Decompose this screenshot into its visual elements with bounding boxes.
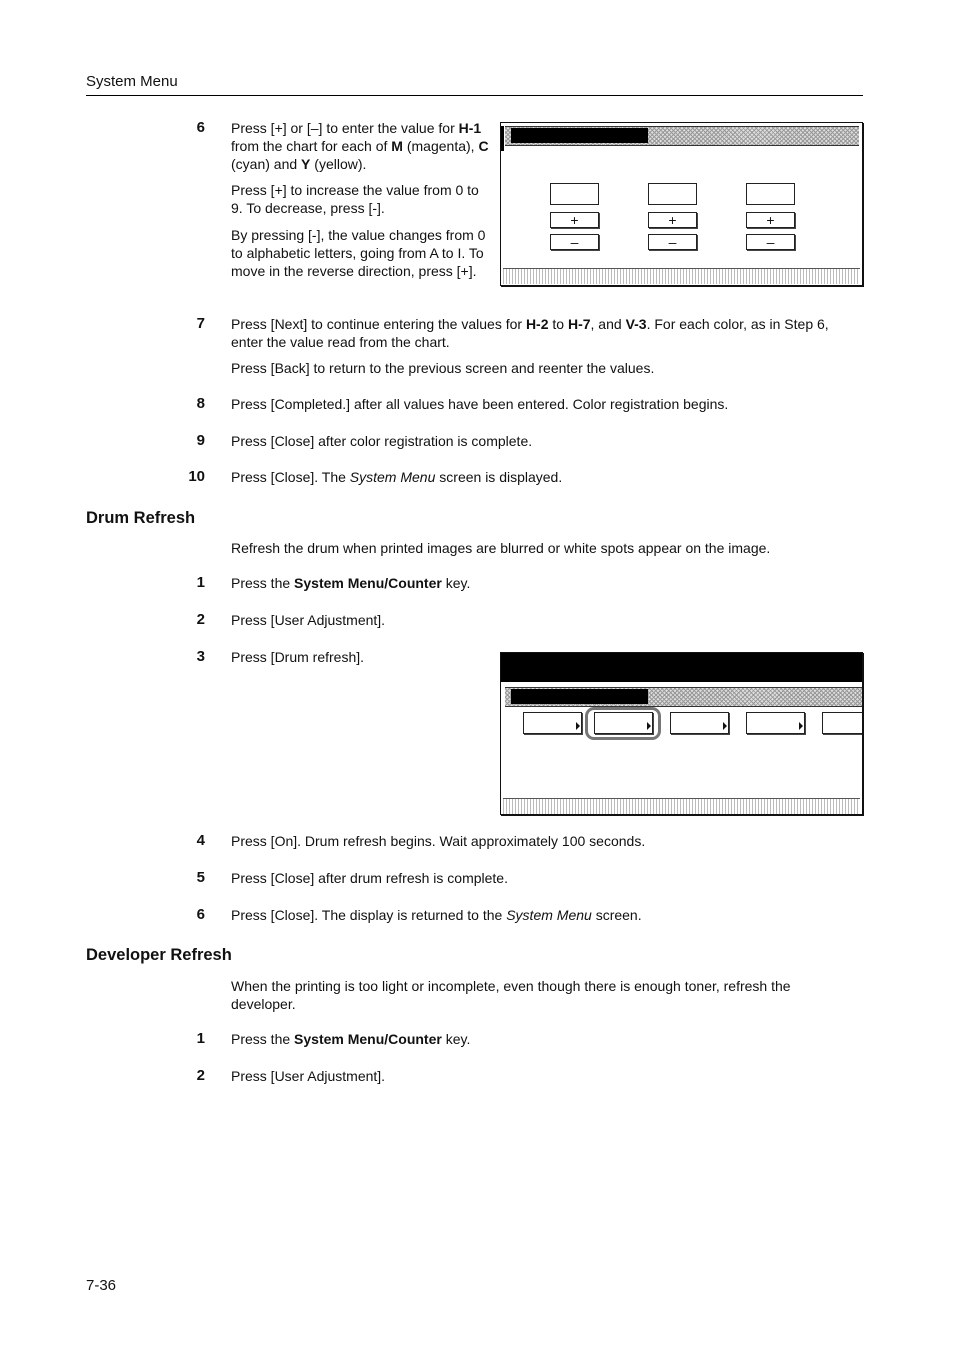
step-paragraph: Press [Drum refresh]. xyxy=(231,649,365,665)
step-number: 10 xyxy=(188,468,205,485)
page-header-title: System Menu xyxy=(86,73,178,90)
step-number: 5 xyxy=(196,869,205,886)
step-paragraph: Press [Completed.] after all values have been entered. Color registration begins. xyxy=(231,396,729,412)
step-number: 3 xyxy=(196,648,205,665)
step-paragraph: Press [User Adjustment]. xyxy=(231,1068,386,1084)
section-intro: When the printing is too light or incomplete, even though there is enough toner, refresh the developer. xyxy=(231,978,791,1012)
yellow-plus-button[interactable]: + xyxy=(746,212,795,228)
step-paragraph: Press [On]. Drum refresh begins. Wait approximately 100 seconds. xyxy=(231,833,646,849)
screen-status-bar xyxy=(503,268,860,284)
step-number: 2 xyxy=(196,1067,205,1084)
step-number: 6 xyxy=(196,119,205,136)
section-intro: Refresh the drum when printed images are blurred or white spots appear on the image. xyxy=(231,540,771,556)
menu-button-1[interactable] xyxy=(523,712,582,734)
step-paragraph: Press [Close] after color registration is complete. xyxy=(231,433,533,449)
magenta-minus-button[interactable]: – xyxy=(550,234,599,250)
screen-title-block xyxy=(511,689,648,704)
cyan-value-field xyxy=(648,183,697,205)
drum-refresh-button[interactable] xyxy=(594,712,653,734)
page-number: 7-36 xyxy=(86,1277,117,1294)
menu-button-5[interactable] xyxy=(822,712,863,734)
step-paragraph: Press [+] or [–] to enter the value for H-1 from the chart for each of M (magenta), C (cyan) and Y (yellow). xyxy=(231,120,489,172)
triangle-right-icon xyxy=(576,722,580,730)
yellow-minus-button[interactable]: – xyxy=(746,234,795,250)
user-adjustment-screen xyxy=(500,652,863,815)
section-title-drum-refresh: Drum Refresh xyxy=(86,509,196,527)
step-paragraph: Press the System Menu/Counter key. xyxy=(231,575,471,591)
triangle-right-icon xyxy=(799,722,803,730)
step-number: 8 xyxy=(196,395,205,412)
screen-left-edge xyxy=(501,126,504,151)
step-paragraph: Press [Close]. The display is returned to the System Menu screen. xyxy=(231,907,642,923)
cyan-minus-button[interactable]: – xyxy=(648,234,697,250)
magenta-plus-button[interactable]: + xyxy=(550,212,599,228)
step-paragraph: By pressing [-], the value changes from 0 to alphabetic letters, going from A to I. To move in the reverse direction, press [+]. xyxy=(231,227,486,279)
menu-button-3[interactable] xyxy=(670,712,729,734)
yellow-value-field xyxy=(746,183,795,205)
section-title-developer-refresh: Developer Refresh xyxy=(86,946,232,964)
step-paragraph: Press [Close]. The System Menu screen is displayed. xyxy=(231,469,563,485)
step-number: 6 xyxy=(196,906,205,923)
step-paragraph: Press [User Adjustment]. xyxy=(231,612,386,628)
step-number: 9 xyxy=(196,432,205,449)
triangle-right-icon xyxy=(723,722,727,730)
header-divider xyxy=(86,95,863,96)
value-entry-screen xyxy=(500,122,863,286)
screen-header-bar xyxy=(501,653,862,682)
step-paragraph: Press [Next] to continue entering the values for H-2 to H-7, and V-3. For each color, as in Step 6, enter the value read from the chart. xyxy=(231,316,829,350)
step-number: 1 xyxy=(196,1030,205,1047)
menu-button-4[interactable] xyxy=(746,712,805,734)
step-number: 1 xyxy=(196,574,205,591)
screen-status-bar xyxy=(503,798,860,814)
step-paragraph: Press [Close] after drum refresh is complete. xyxy=(231,870,508,886)
cyan-plus-button[interactable]: + xyxy=(648,212,697,228)
step-paragraph: Press [+] to increase the value from 0 to 9. To decrease, press [-]. xyxy=(231,182,479,216)
screen-title-block xyxy=(511,128,648,143)
step-paragraph: Press the System Menu/Counter key. xyxy=(231,1031,471,1047)
triangle-right-icon xyxy=(647,722,651,730)
step-number: 4 xyxy=(196,832,205,849)
step-paragraph: Press [Back] to return to the previous screen and reenter the values. xyxy=(231,360,655,376)
step-number: 7 xyxy=(196,315,205,332)
magenta-value-field xyxy=(550,183,599,205)
step-number: 2 xyxy=(196,611,205,628)
